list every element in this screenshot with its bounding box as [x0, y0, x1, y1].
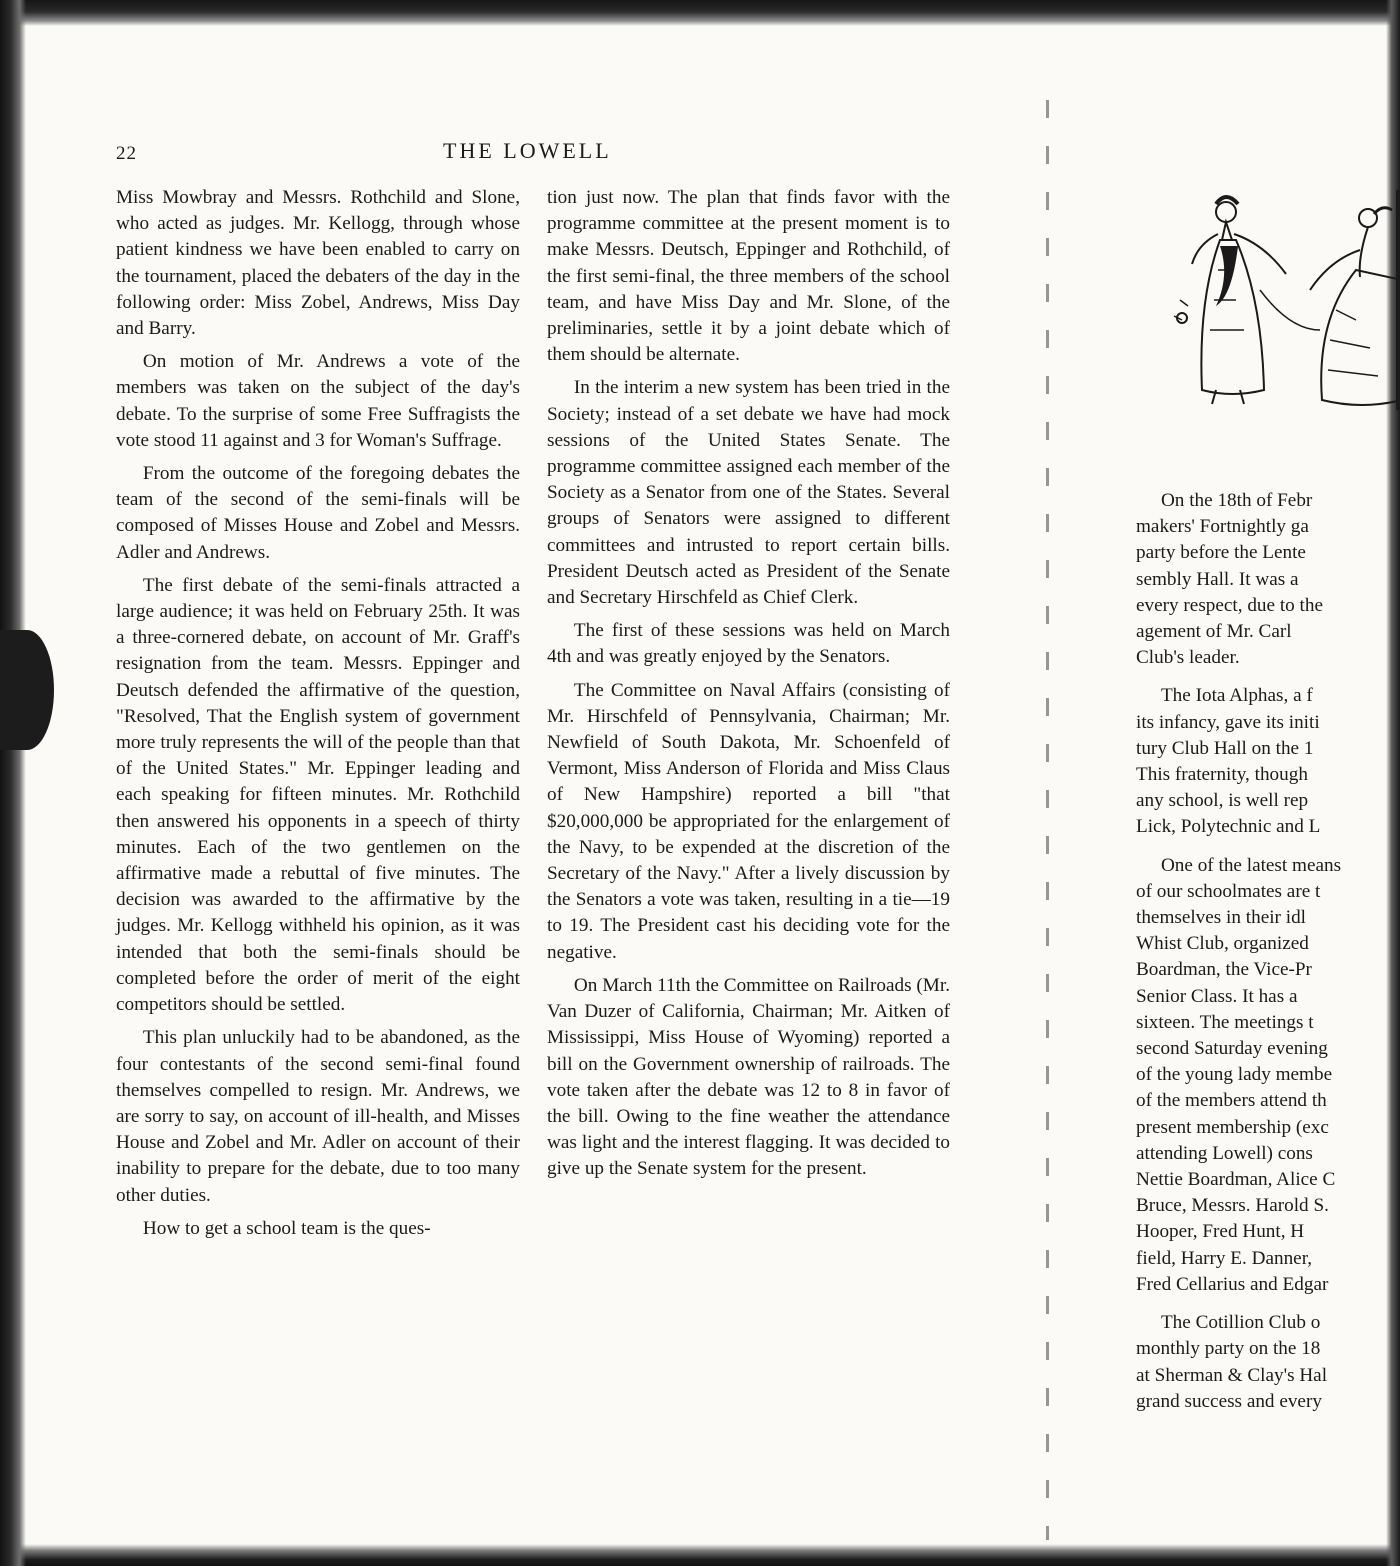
- paragraph: One of the latest means of our schoolmates are t themselves in their idl Whist Club, organized Boardman, the Vice-Pr Senior Class. It has a sixteen. The meetings t second Saturday evening of the young lady membe of the members attend th present membership (exc attending Lowell) cons Nettie Boardman, Alice C Bruce, Messrs. Harold S. Hooper, Fred Hunt, H field, Harry E. Danner, Fred Cellarius and Edgar: [1136, 854, 1342, 1295]
- paragraph: This plan unluckily had to be abandoned, as the four contestants of the second semi-final found themselves compelled to resign. Mr. Andrews, we are sorry to say, on account of ill-health, and Misses House and Zobel and Mr. Adler on account of their inability to prepare for the debate, due to too many other duties.: [116, 1027, 520, 1206]
- scan-edge-top: [0, 0, 1400, 26]
- scan-edge-left: [0, 0, 26, 1566]
- paragraph: The first debate of the semi-finals attracted a large audience; it was held on February 25th. It was a three-cornered debate, on account of Mr. Graff's resignation from the team. Messrs. Eppinger and Deutsch defended the affirmative of the question, "Resolved, That the English system of government more truly represents the will of the people than that of the United States." Mr. Eppinger leading and each speaking for fifteen minutes. Mr. Rothchild then answered his opponents in a speech of thirty minutes. Each of the two gentlemen on the affirmative made a rebuttal of five minutes. The decision was awarded to the affirmative by the judges. Mr. Kellogg withheld his opinion, as it was intended that both the semi-finals should be completed before the order of merit of the eight competitors should be settled.: [116, 574, 520, 1016]
- column-left: [116, 185, 520, 1242]
- paragraph: tion just now. The plan that finds favor with the programme committee at the present moment is to make Messrs. Deutsch, Eppinger and Rothchild, of the first semi-final, the three members of the school team, and have Miss Day and Mr. Slone, of the preliminaries, settle it by a joint debate which of them should be alternate.: [547, 187, 950, 366]
- paragraph: From the outcome of the foregoing debates the team of the second of the semi-finals will be composed of Misses House and Zobel and Messrs. Adler and Andrews.: [116, 463, 520, 563]
- dancing-figures-illustration: [1160, 190, 1400, 410]
- paragraph: How to get a school team is the ques-: [142, 1217, 431, 1239]
- column-right-partial: [1136, 488, 1398, 1415]
- running-title: THE LOWELL: [443, 138, 612, 163]
- paragraph: The Cotillion Club o monthly party on the 18 at Sherman & Clay's Hal grand success and every: [1136, 1312, 1328, 1412]
- paragraph: The Committee on Naval Affairs (consisting of Mr. Hirschfeld of Pennsylvania, Chairman; Mr. Newfield of South Dakota, Mr. Schoenfeld of Vermont, Miss Anderson of Florida and Miss Claus of New Hampshire) reported a bill "that $20,000,000 be appropriated for the enlargement of the Navy, to be expended at the discretion of the Secretary of the Navy." After a lively discussion by the Senators a vote was taken, resulting in a tie—19 to 19. The President cast his deciding vote for the negative.: [547, 679, 950, 963]
- paragraph: The Iota Alphas, a f its infancy, gave its initi tury Club Hall on the 1 This fraternity, though any school, is well rep Lick, Polytechnic and L: [1136, 685, 1321, 838]
- paragraph: In the interim a new system has been tried in the Society; instead of a set debate we have had mock sessions of the United States Senate. The programme committee assigned each member of the Society as a Senator from one of the States. Several groups of Senators were assigned to different committees and intrusted to report certain bills. President Deutsch acted as President of the Senate and Secretary Hirschfeld as Chief Clerk.: [547, 377, 950, 609]
- paragraph: On motion of Mr. Andrews a vote of the members was taken on the subject of the day's debate. To the surprise of some Free Suffragists the vote stood 11 against and 3 for Woman's Suffrage.: [116, 351, 520, 451]
- ink-blot: [0, 630, 54, 750]
- page-fold-line: [1046, 100, 1049, 1540]
- page-number: 22: [116, 143, 137, 164]
- paragraph: The first of these sessions was held on March 4th and was greatly enjoyed by the Senators.: [547, 620, 950, 668]
- scan-edge-bottom: [0, 1544, 1400, 1566]
- column-middle: [547, 185, 950, 1183]
- paragraph: On March 11th the Committee on Railroads (Mr. Van Duzer of California, Chairman; Mr. Aitken of Mississippi, Miss House of Wyoming) reported a bill on the Government ownership of railroads. The vote taken after the debate was 12 to 8 in favor of the bill. Owing to the fine weather the attendance was light and the interest flagging. It was decided to give up the Senate system for the present.: [547, 974, 950, 1180]
- paragraph: Miss Mowbray and Messrs. Rothchild and Slone, who acted as judges. Mr. Kellogg, through whose patient kindness we have been enabled to carry on the tournament, placed the debaters of the day in the following order: Miss Zobel, Andrews, Miss Day and Barry.: [116, 187, 520, 340]
- paragraph: On the 18th of Febr makers' Fortnightly ga party before the Lente sembly Hall. It was a every respect, due to the agement of Mr. Carl Club's leader.: [1136, 490, 1323, 669]
